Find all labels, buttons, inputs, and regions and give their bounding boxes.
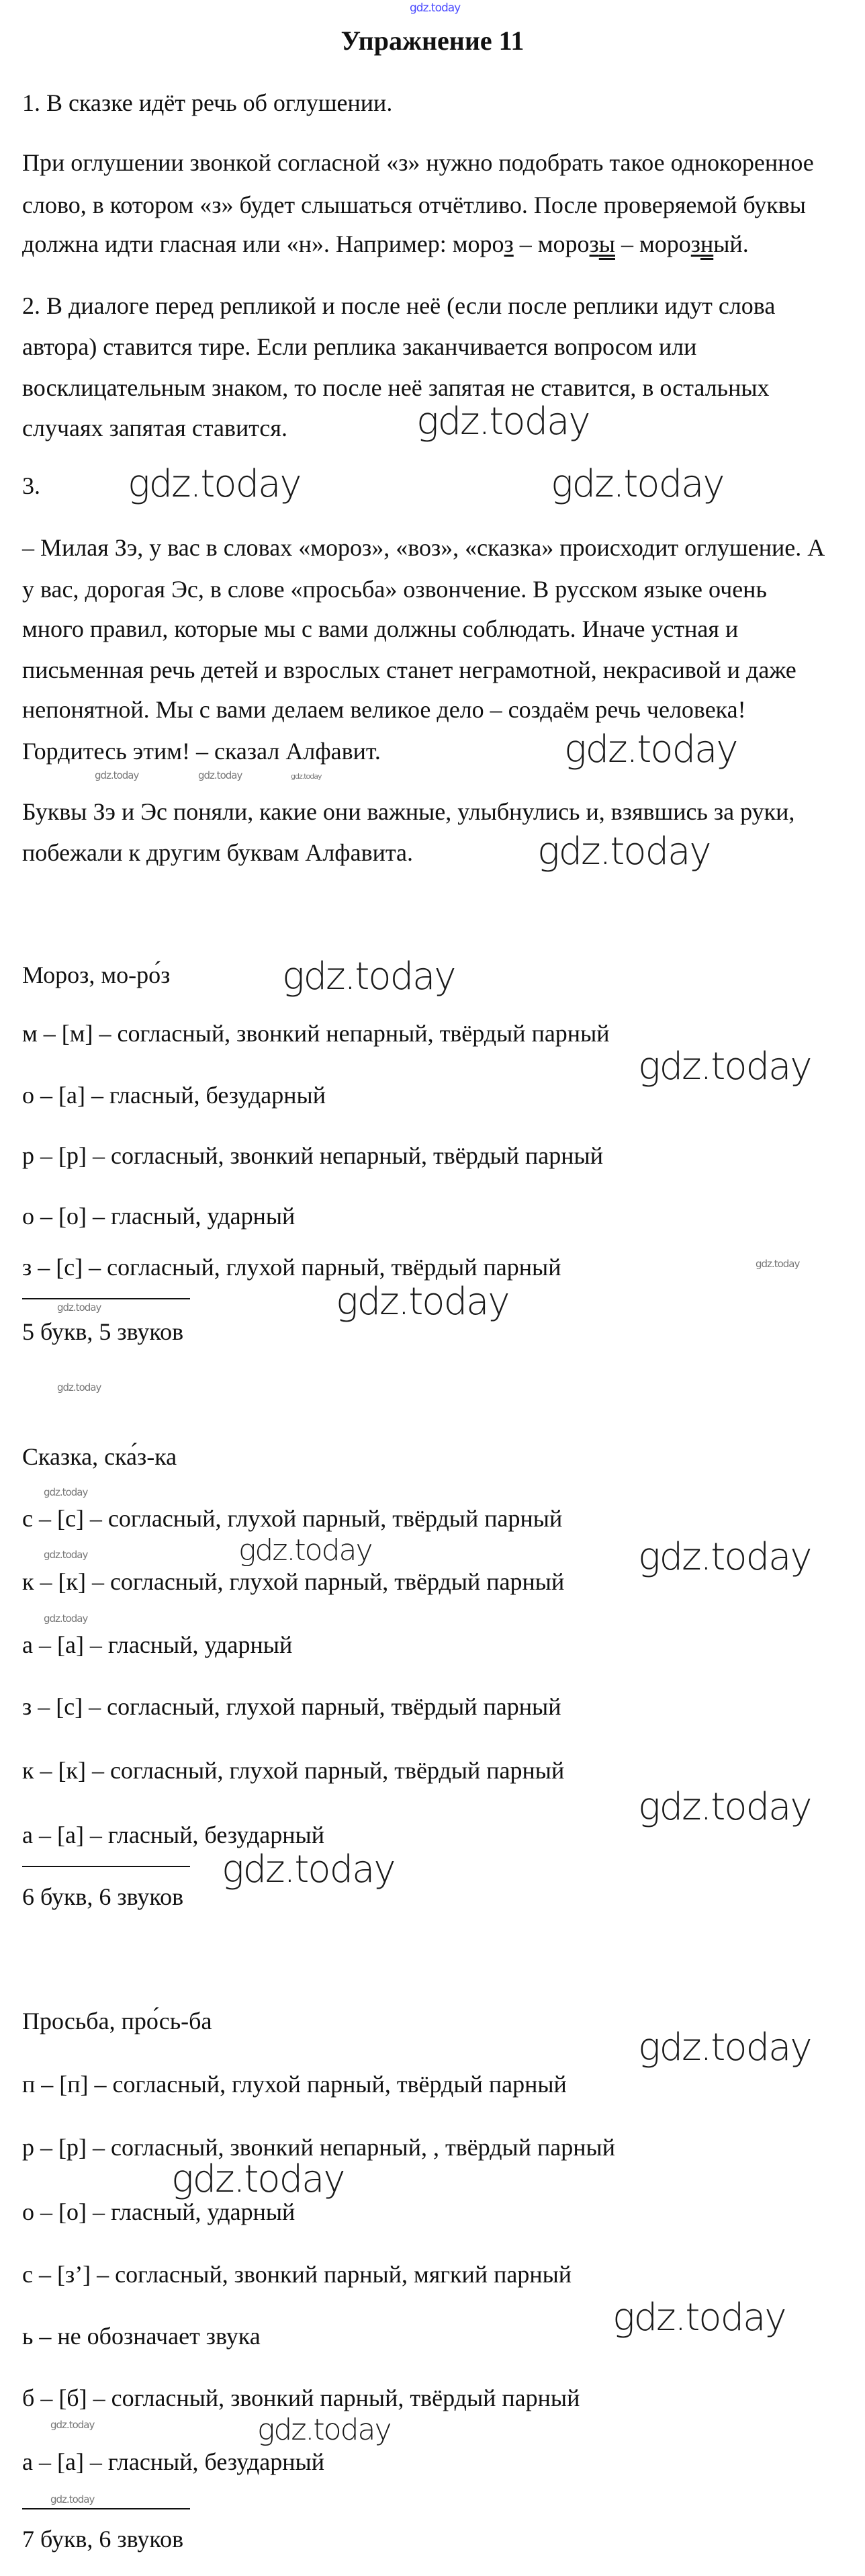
phonetic-row: к – [к] – согласный, глухой парный, твёрдый парный xyxy=(22,1757,565,1784)
text: ый. xyxy=(713,230,749,257)
phonetic-row: о – [о] – гласный, ударный xyxy=(22,2198,295,2225)
task2-line: автора) ставится тире. Если реплика заканчивается вопросом или xyxy=(22,333,697,360)
watermark-small: gdz.today xyxy=(44,1486,88,1498)
double-underlined-letter: ы xyxy=(598,230,615,257)
underlined-letter: з xyxy=(504,230,514,257)
watermark: gdz.today xyxy=(257,2413,391,2447)
watermark: gdz.today xyxy=(537,830,711,873)
phonetic-row: р – [р] – согласный, звонкий непарный, , твёрдый парный xyxy=(22,2134,615,2161)
phonetic-row: а – [а] – гласный, безударный xyxy=(22,2448,324,2475)
word-heading: Просьба, про́сь-ба xyxy=(22,2008,212,2034)
watermark: gdz.today xyxy=(612,2296,786,2339)
word-summary: 6 букв, 6 звуков xyxy=(22,1883,184,1910)
phonetic-row: с – [з’] – согласный, звонкий парный, мягкий парный xyxy=(22,2261,572,2288)
double-underlined-letter: н xyxy=(700,230,714,257)
task1-line: При оглушении звонкой согласной «з» нужно подобрать такое однокоренное xyxy=(22,149,814,176)
watermark: gdz.today xyxy=(551,462,724,506)
watermark-small: gdz.today xyxy=(57,1381,101,1393)
watermark: gdz.today xyxy=(238,1533,372,1568)
task3-line: письменная речь детей и взрослых станет неграмотной, некрасивой и даже xyxy=(22,656,796,683)
phonetic-row: о – [о] – гласный, ударный xyxy=(22,1203,295,1230)
phonetic-row: з – [с] – согласный, глухой парный, твёрдый парный xyxy=(22,1254,561,1281)
underlined-letter: з xyxy=(690,230,700,257)
task2-line: восклицательным знаком, то после неё запятая не ставится, в остальных xyxy=(22,374,770,401)
watermark: gdz.today xyxy=(638,1535,811,1579)
phonetic-row: п – [п] – согласный, глухой парный, твёрдый парный xyxy=(22,2071,567,2098)
text: должна идти гласная или «н». Например: моро xyxy=(22,230,504,257)
phonetic-row: з – [с] – согласный, глухой парный, твёрдый парный xyxy=(22,1693,561,1720)
task2-line: 2. В диалоге перед репликой и после неё (если после реплики идут слова xyxy=(22,292,776,319)
watermark: gdz.today xyxy=(638,1785,811,1829)
watermark: gdz.today xyxy=(171,2157,345,2201)
task3-line: побежали к другим буквам Алфавита. xyxy=(22,839,414,866)
phonetic-row: р – [р] – согласный, звонкий непарный, твёрдый парный xyxy=(22,1142,603,1169)
watermark: gdz.today xyxy=(282,955,455,998)
watermark-small: gdz.today xyxy=(95,769,139,781)
watermark: gdz.today xyxy=(336,1280,509,1324)
task1-line: слово, в котором «з» будет слышаться отчётливо. После проверяемой буквы xyxy=(22,191,806,218)
divider xyxy=(22,1866,190,1867)
watermark-small: gdz.today xyxy=(756,1258,800,1270)
task3-line: Гордитесь этим! – сказал Алфавит. xyxy=(22,738,381,765)
phonetic-row: к – [к] – согласный, глухой парный, твёрдый парный xyxy=(22,1568,565,1595)
task3-line: Буквы Зэ и Эс поняли, какие они важные, улыбнулись и, взявшись за руки, xyxy=(22,798,795,825)
watermark: gdz.today xyxy=(222,1848,395,1891)
watermark: gdz.today xyxy=(638,2026,811,2069)
watermark: gdz.today xyxy=(128,462,301,506)
task3-line: – Милая Зэ, у вас в словах «мороз», «воз», «сказка» происходит оглушение. А xyxy=(22,534,825,561)
phonetic-row: о – [а] – гласный, безударный xyxy=(22,1082,326,1109)
page-title: Упражнение 11 xyxy=(340,26,525,56)
phonetic-row: а – [а] – гласный, ударный xyxy=(22,1631,293,1658)
phonetic-row: а – [а] – гласный, безударный xyxy=(22,1821,324,1848)
text: – моро xyxy=(614,230,691,257)
task1-line: 1. В сказке идёт речь об оглушении. xyxy=(22,89,393,116)
word-summary: 5 букв, 5 звуков xyxy=(22,1318,184,1345)
phonetic-row: ь – не обозначает звука xyxy=(22,2323,261,2350)
task3-line: много правил, которые мы с вами должны соблюдать. Иначе устная и xyxy=(22,615,739,642)
watermark: gdz.today xyxy=(564,728,737,771)
divider xyxy=(22,2508,190,2509)
task3-label: 3. xyxy=(22,472,40,499)
phonetic-row: с – [с] – согласный, глухой парный, твёрдый парный xyxy=(22,1505,563,1532)
task3-line: непонятной. Мы с вами делаем великое дело – создаём речь человека! xyxy=(22,696,746,723)
watermark-small: gdz.today xyxy=(198,769,242,781)
watermark-small: gdz.today xyxy=(57,1301,101,1314)
watermark: gdz.today xyxy=(638,1045,811,1088)
watermark-small: gdz.today xyxy=(44,1613,88,1625)
word-heading: Сказка, ска́з-ка xyxy=(22,1443,177,1470)
word-summary: 7 букв, 6 звуков xyxy=(22,2526,184,2552)
watermark-small: gdz.today xyxy=(50,2493,95,2505)
task2-line: случаях запятая ставится. xyxy=(22,415,287,441)
text: – моро xyxy=(513,230,590,257)
watermark-small: gdz.today xyxy=(291,772,322,781)
underlined-letter: з xyxy=(589,230,599,257)
watermark-top: gdz.today xyxy=(410,1,461,15)
task1-example-line xyxy=(22,230,749,257)
word-heading: Мороз, мо-ро́з xyxy=(22,961,171,988)
watermark-small: gdz.today xyxy=(50,2419,95,2431)
task3-line: у вас, дорогая Эс, в слове «просьба» озвончение. В русском языке очень xyxy=(22,576,767,603)
phonetic-row: м – [м] – согласный, звонкий непарный, твёрдый парный xyxy=(22,1020,610,1047)
divider xyxy=(22,1298,190,1299)
watermark-small: gdz.today xyxy=(44,1549,88,1561)
phonetic-row: б – [б] – согласный, звонкий парный, твёрдый парный xyxy=(22,2385,580,2411)
watermark: gdz.today xyxy=(416,400,590,443)
